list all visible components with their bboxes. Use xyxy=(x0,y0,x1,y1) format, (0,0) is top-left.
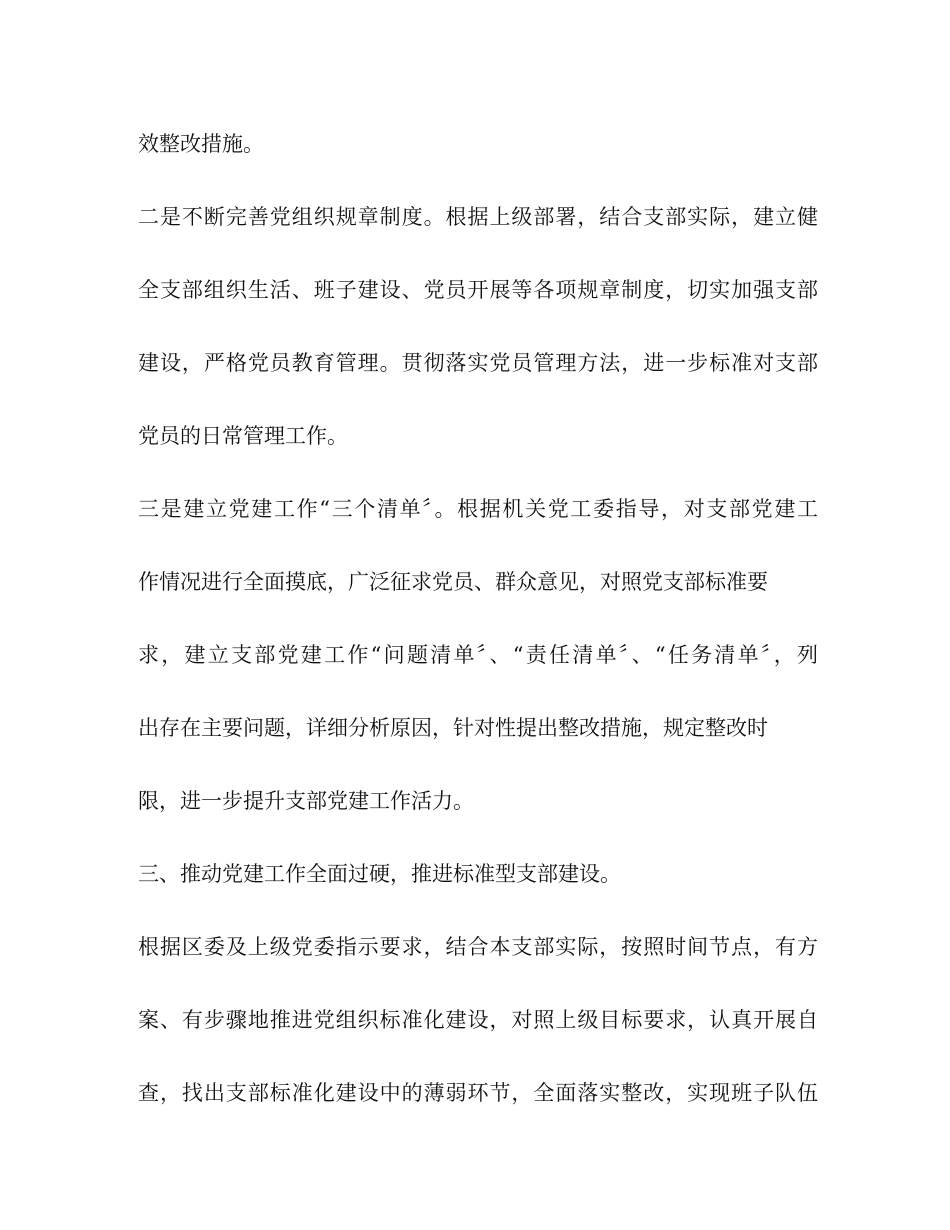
text-line-8: 求，建立支部党建工作“问题清单〞、“责任清单〞、“任务清单〞，列 xyxy=(138,643,818,667)
text-line-1: 效整改措施。 xyxy=(138,132,264,156)
text-line-3: 全支部组织生活、班子建设、党员开展等各项规章制度，切实加强支部 xyxy=(138,278,818,302)
text-line-9: 出存在主要问题，详细分析原因，针对性提出整改措施，规定整改时 xyxy=(138,716,768,740)
text-line-12: 根据区委及上级党委指示要求，结合本支部实际，按照时间节点，有方 xyxy=(138,935,818,959)
section-heading: 三、推动党建工作全面过硬，推进标准型支部建设。 xyxy=(138,862,621,886)
text-line-2: 二是不断完善党组织规章制度。根据上级部署，结合支部实际，建立健 xyxy=(138,205,818,229)
text-line-14: 查，找出支部标准化建设中的薄弱环节，全面落实整改，实现班子队伍 xyxy=(138,1081,818,1105)
text-line-5: 党员的日常管理工作。 xyxy=(138,424,348,448)
text-line-7: 作情况进行全面摸底，广泛征求党员、群众意见，对照党支部标准要 xyxy=(138,570,768,594)
text-line-6: 三是建立党建工作“三个清单〞。根据机关党工委指导，对支部党建工 xyxy=(138,497,818,521)
text-line-10: 限，进一步提升支部党建工作活力。 xyxy=(138,789,474,813)
text-line-4: 建设，严格党员教育管理。贯彻落实党员管理方法，进一步标准对支部 xyxy=(138,351,818,375)
text-line-13: 案、有步骤地推进党组织标准化建设，对照上级目标要求，认真开展自 xyxy=(138,1008,818,1032)
